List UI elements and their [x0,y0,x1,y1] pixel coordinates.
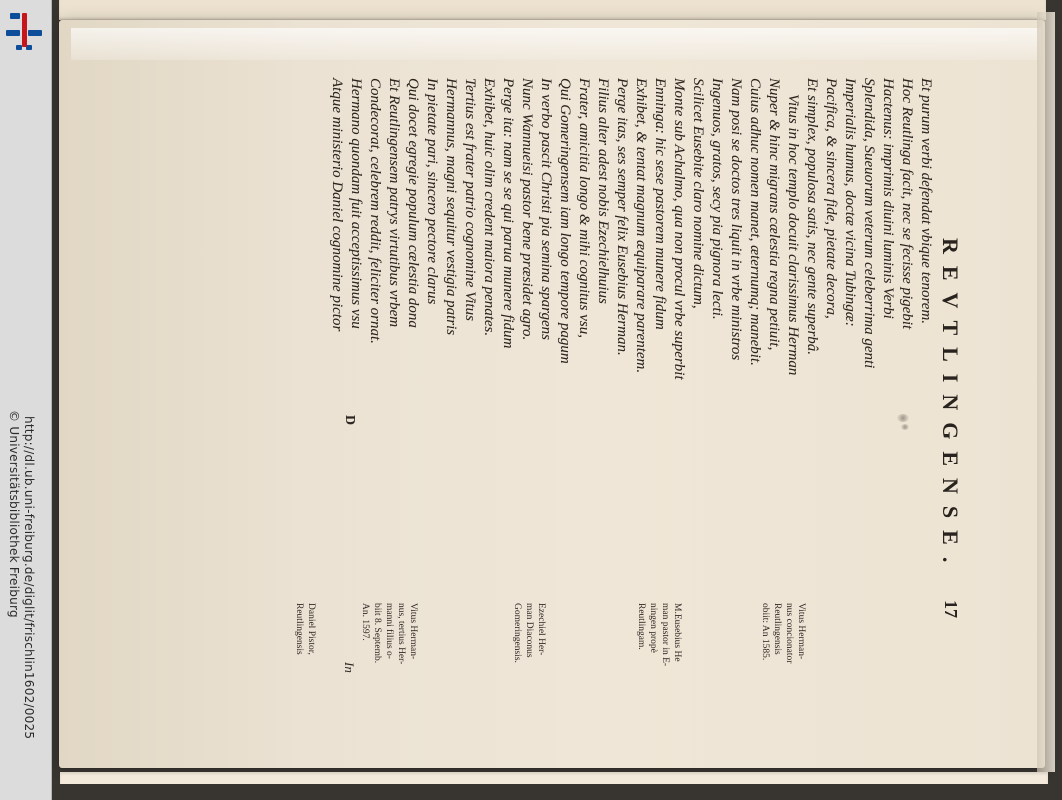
poem-line: Et simplex, populosa satis, nec gente superbâ. [804,78,820,356]
poem-line: Frater, amicitia longo & mihi cognitus vsu, [576,78,592,338]
marginal-note: Daniel Pistor, Reutlingensis [294,603,316,655]
page-title: REVTLINGENSE. [938,238,963,575]
poem-line: Tertius est frater patrio cognomine Vitus [462,78,478,321]
poem-line: Hoc Reutlinga facit, nec se fecisse pigebit [899,78,915,330]
poem-line: Nuper & hinc migrans cælestia regna petiuit, [766,78,782,351]
poem-line: Perge ita: nam se se qui parua munere fidum [500,78,516,349]
page-spine [1037,12,1055,772]
poem-line: Monte sub Achalmo, qua non procul vrbe superbit [671,78,687,380]
book-scan [52,0,1062,800]
poem-line: Atque ministerio Daniel cognomine pictor [329,78,345,332]
poem-line: Hermano quondam fuit acceptissimus vsu [348,78,364,329]
page-number: 17 [941,600,961,618]
viewer-sidebar [0,0,52,800]
poem-line: Et Reutlingensem patrys virtutibus vrbem [386,78,402,328]
poem-line: Exhibet, huic olim credent maiora penates. [481,78,497,337]
marginal-notes [193,603,933,725]
poem-line: Qui Gomeringensem iam longo tempore pagum [557,78,573,364]
poem-line: Condecorat, celebrem reddit, feliciter ornat. [367,78,383,344]
poem-line: In verbo pascit Christi pia semina spargens [538,78,554,340]
book-cover-top [59,0,1046,20]
poem-block [193,78,933,598]
page-paper [59,20,1045,768]
poem-line: Et purum verbi defendat vbique tenorem. [918,78,934,325]
poem-line: Splendida, Sueuorum veterum celeberrima genti [861,78,877,369]
marginal-note: Ezechiel Her- man Diaconus Gomeringensis. [512,603,546,663]
marginal-note: Vitus Herman- nus concionator Reutlingensis obiit: An 1585. [760,603,806,664]
marginal-note: M.Eusebius He man pastor in E- ningen propè Reutlingam. [636,603,682,667]
marginal-note: Vitus Herman- nus, tertius Her- manni filius o- biit 8. Septemb. An. 1597. [360,603,418,665]
rotated-page-content [179,78,969,726]
poem-line: Scilicet Eusebite claro nomine dictum, [690,78,706,309]
poem-line: Enninga: hic sese pastorem munere fidum [652,78,668,330]
poem-line: In pietate pari, sincero pectore clarus [424,78,440,305]
catchword-left: D [342,415,357,426]
page-edge-highlight [71,28,1041,60]
library-logo [4,8,44,58]
poem-line: Imperialis humus, doctæ vicina Tubingæ: [842,78,858,327]
poem-line: Nam posi se doctos tres liquit in vrbe ministros [728,78,744,361]
poem-line: Hactenus: imprimis diuini luminis Verbi [880,78,896,319]
poem-line: Pacifica, & sincera fide, pietate decora, [823,78,839,319]
copyright-text: © Universitätsbibliothek Freiburg [7,410,21,618]
poem-line: Nunc Wannueisi pastor bene præsidet agro. [519,78,535,341]
poem-line: Filius alter adest nobis Ezechielhuius [595,78,611,304]
poem-line: Perge itas, ses semper felix Eusebius Herman. [614,78,630,356]
poem-line: Cuius adhuc nomen manet, æternumq; manebit. [747,78,763,366]
sidebar-metadata [2,408,50,798]
source-url[interactable]: http://dl.ub.uni-freiburg.de/diglit/frischlin1602/0025 [22,416,36,740]
book-cover-bottom [60,772,1048,784]
poem-line: Ingenuos, gratos, secy pia pignora lecti. [709,78,725,320]
poem-line: Hermannus, magni sequitur vestigia patris [443,78,459,336]
poem-line: Vitus in hoc templo docuit clarissimus Herman [785,94,801,376]
catchword-right: In [342,662,357,673]
poem-line: Qui docet egregie populum cælestia dona [405,78,421,328]
poem-line: Exhibet, & tentat magnum æquiparare parentem. [633,78,649,374]
